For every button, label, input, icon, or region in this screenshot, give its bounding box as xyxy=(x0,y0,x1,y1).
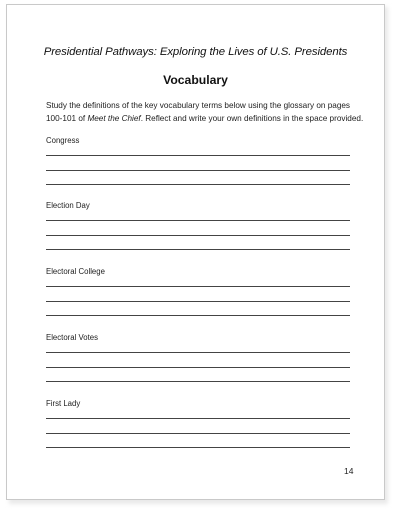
instructions-line-2 xyxy=(46,113,366,126)
answer-line[interactable] xyxy=(46,352,350,353)
term-block-election-day xyxy=(46,201,356,211)
section-title: Vocabulary xyxy=(163,73,228,87)
instructions-book-title: Meet the Chief xyxy=(87,113,141,123)
term-label: Electoral Votes xyxy=(46,333,99,342)
worksheet-page xyxy=(6,4,385,500)
term-label: Congress xyxy=(46,136,80,145)
answer-line[interactable] xyxy=(46,433,350,434)
term-label: Election Day xyxy=(46,201,90,210)
answer-line[interactable] xyxy=(46,220,350,221)
term-block-congress xyxy=(46,136,356,146)
answer-line[interactable] xyxy=(46,286,350,287)
term-block-electoral-votes xyxy=(46,333,356,343)
instructions-suffix: . Reflect and write your own definitions in the space provided. xyxy=(140,113,364,123)
answer-line[interactable] xyxy=(46,381,350,382)
answer-line[interactable] xyxy=(46,184,350,185)
answer-line[interactable] xyxy=(46,315,350,316)
term-block-electoral-college xyxy=(46,267,356,277)
answer-line[interactable] xyxy=(46,155,350,156)
answer-line[interactable] xyxy=(46,447,350,448)
term-block-first-lady xyxy=(46,399,356,409)
page-number: 14 xyxy=(344,466,354,476)
answer-line[interactable] xyxy=(46,418,350,419)
book-title: Presidential Pathways: Exploring the Lives of U.S. Presidents xyxy=(43,46,348,58)
instructions-line-1: Study the definitions of the key vocabulary terms below using the glossary on pages xyxy=(46,101,351,110)
instructions xyxy=(46,100,366,125)
term-label: First Lady xyxy=(46,399,81,408)
answer-line[interactable] xyxy=(46,367,350,368)
answer-line[interactable] xyxy=(46,170,350,171)
answer-line[interactable] xyxy=(46,235,350,236)
instructions-prefix: 100-101 of xyxy=(46,113,88,123)
answer-line[interactable] xyxy=(46,249,350,250)
term-label: Electoral College xyxy=(46,267,105,276)
answer-line[interactable] xyxy=(46,301,350,302)
